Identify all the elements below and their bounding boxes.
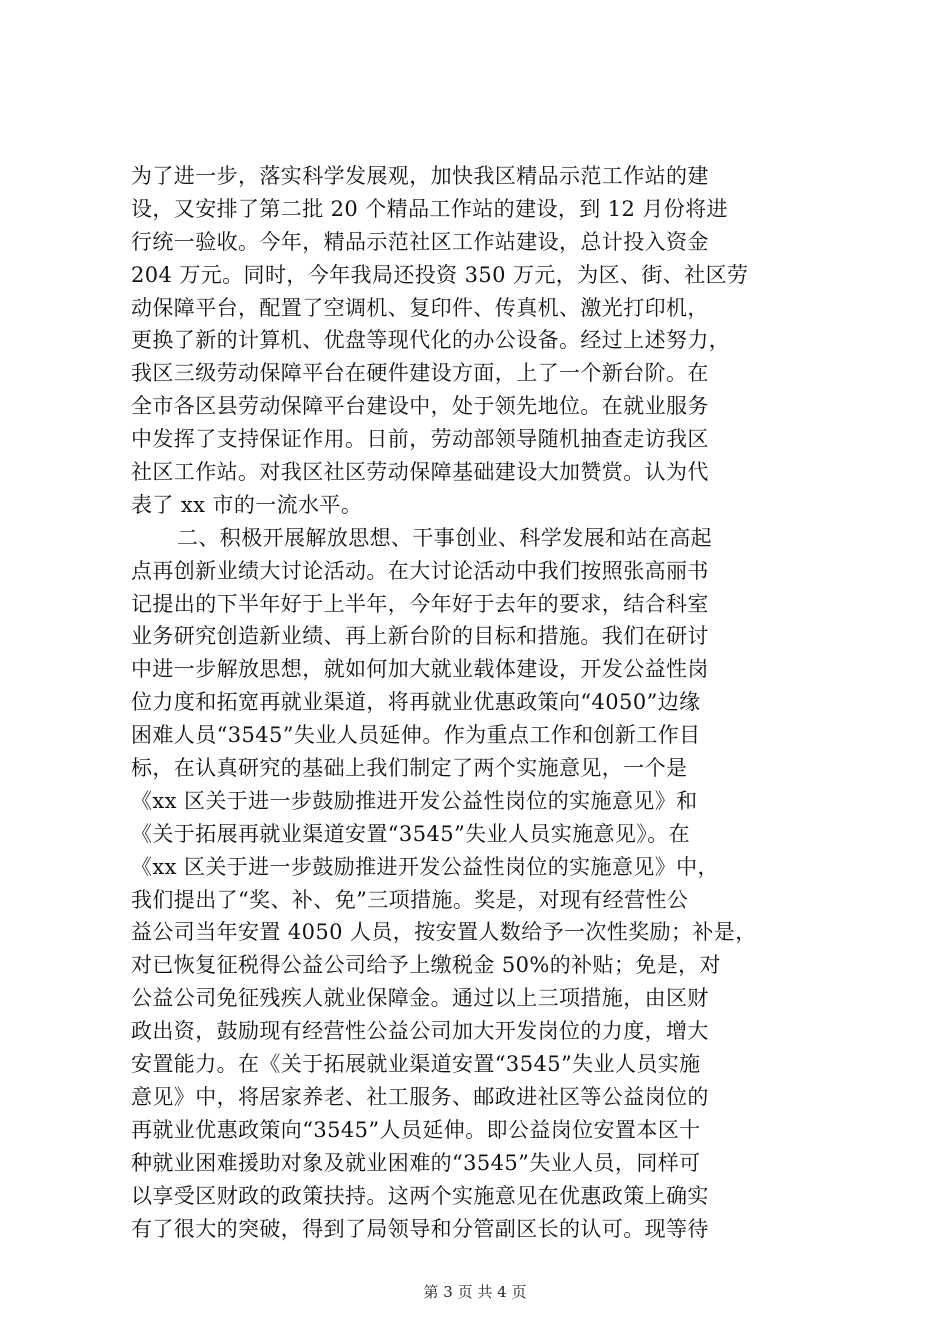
text-line: 点再创新业绩大讨论活动。在大讨论活动中我们按照张高丽书 [131,558,709,583]
text-line: 政出资，鼓励现有经营性公益公司加大开发岗位的力度，增大 [131,1019,709,1044]
text-line: 意见》中，将居家养老、社工服务、邮政进社区等公益岗位的 [131,1084,709,1109]
text-line: 公益公司免征残疾人就业保障金。通过以上三项措施，由区财 [131,986,709,1011]
text-line: 204 万元。同时，今年我局还投资 350 万元，为区、街、社区劳 [131,262,749,287]
text-line: 标，在认真研究的基础上我们制定了两个实施意见，一个是 [131,756,688,781]
text-line: 社区工作站。对我区社区劳动保障基础建设大加赞赏。认为代 [131,460,709,485]
text-line: 设，又安排了第二批 20 个精品工作站的建设，到 12 月份将进 [131,196,728,221]
body-text [131,160,831,1245]
text-line: 我们提出了“奖、补、免”三项措施。奖是，对现有经营性公 [131,887,689,912]
text-line: 行统一验收。今年，精品示范社区工作站建设，总计投入资金 [131,229,709,254]
text-line: 全市各区县劳动保障平台建设中，处于领先地位。在就业服务 [131,394,709,419]
text-line: 以享受区财政的政策扶持。这两个实施意见在优惠政策上确实 [131,1183,709,1208]
text-line: 有了很大的突破，得到了局领导和分管副区长的认可。现等待 [131,1216,709,1241]
page-number-label: 第 3 页 共 4 页 [423,1283,527,1301]
text-line: 我区三级劳动保障平台在硬件建设方面，上了一个新台阶。在 [131,361,709,386]
text-line: 业务研究创造新业绩、再上新台阶的目标和措施。我们在研讨 [131,624,709,649]
text-line: 《xx 区关于进一步鼓励推进开发公益性岗位的实施意见》中， [131,854,719,879]
text-line: 表了 xx 市的一流水平。 [131,492,363,517]
text-line: 动保障平台，配置了空调机、复印件、传真机、激光打印机， [131,295,709,320]
text-line: 对已恢复征税得公益公司给予上缴税金 50%的补贴；免是，对 [131,953,721,978]
text-line: 《xx 区关于进一步鼓励推进开发公益性岗位的实施意见》和 [131,788,698,813]
text-line: 困难人员“3545”失业人员延伸。作为重点工作和创新工作目 [131,723,701,748]
text-line: 为了进一步，落实科学发展观，加快我区精品示范工作站的建 [131,164,709,188]
text-line: 中进一步解放思想，就如何加大就业载体建设，开发公益性岗 [131,657,709,682]
text-line: 位力度和拓宽再就业渠道，将再就业优惠政策向“4050”边缘 [131,690,701,715]
text-line: 记提出的下半年好于上半年，今年好于去年的要求，结合科室 [131,591,709,616]
text-line: 安置能力。在《关于拓展就业渠道安置“3545”失业人员实施 [131,1052,701,1077]
text-line: 更换了新的计算机、优盘等现代化的办公设备。经过上述努力， [131,328,731,353]
text-line: 《关于拓展再就业渠道安置“3545”失业人员实施意见》。在 [131,821,691,846]
text-line: 再就业优惠政策向“3545”人员延伸。即公益岗位安置本区十 [131,1117,701,1142]
page-footer [0,1282,950,1302]
text-line: 中发挥了支持保证作用。日前，劳动部领导随机抽查走访我区 [131,427,709,452]
paragraph-start-line: 二、积极开展解放思想、干事创业、科学发展和站在高起 [177,525,712,550]
text-line: 种就业困难援助对象及就业困难的“3545”失业人员，同样可 [131,1150,701,1175]
text-line: 益公司当年安置 4050 人员，按安置人数给予一次性奖励；补是， [131,920,757,945]
